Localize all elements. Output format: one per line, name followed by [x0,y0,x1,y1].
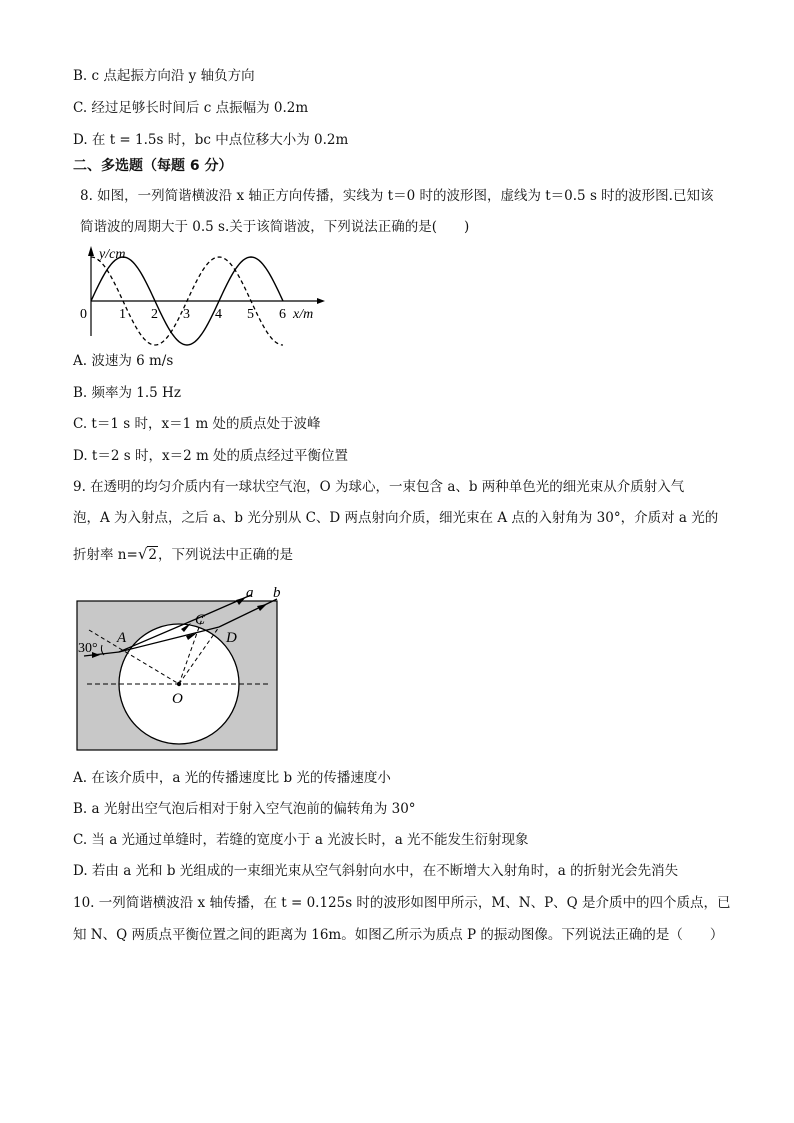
x-axis-arrow [317,298,325,304]
angle-label: 30° [78,641,98,656]
q7-option-c: C. 经过足够长时间后 c 点振幅为 0.2m [73,100,309,116]
wave-graph [75,240,335,340]
q7-option-d: D. 在 t = 1.5s 时，bc 中点位移大小为 0.2m [73,132,349,148]
q9-stem-suffix: ，下列说法中正确的是 [157,547,293,563]
label-d-point: D [226,630,237,646]
y-axis-arrow [88,246,94,256]
y-axis-label: y/cm [99,247,126,262]
tick-label: 3 [183,307,190,322]
q8-option-d: D. t＝2 s 时，x＝2 m 处的质点经过平衡位置 [73,448,349,464]
q9-option-b: B. a 光射出空气泡后相对于射入空气泡前的偏转角为 30° [73,801,416,817]
q10-stem-line2: 知 N、Q 两质点平衡位置之间的距离为 16m。如图乙所示为质点 P 的振动图像。下列说法正确的是（ ） [73,927,724,943]
label-o-point: O [172,691,183,707]
sqrt-radicand: 2 [148,547,157,563]
section-heading: 二、多选题（每题 6 分） [73,158,233,174]
q8-option-a: A. 波速为 6 m/s [73,353,174,369]
label-a-point: A [117,630,127,646]
q7-option-b: B. c 点起振方向沿 y 轴负方向 [73,68,255,84]
label-ray-b: b [273,585,281,601]
q8-option-b: B. 频率为 1.5 Hz [73,385,181,401]
label-c-point: C [195,612,206,628]
bubble-diagram [68,585,308,755]
tick-label: 6 [279,307,286,322]
q9-option-c: C. 当 a 光通过单缝时，若缝的宽度小于 a 光波长时，a 光不能发生衍射现象 [73,832,529,848]
q9-stem-line2: 泡，A 为入射点，之后 a、b 光分别从 C、D 两点射向介质，细光束在 A 点的入射角为 30°，介质对 a 光的 [73,510,719,526]
sqrt-icon: √ [137,545,148,563]
q10-stem-line1: 10. 一列简谐横波沿 x 轴传播，在 t = 0.125s 时的波形如图甲所示，M、N、P、Q 是介质中的四个质点，已 [73,895,731,911]
origin-label: 0 [80,307,87,322]
center-point [177,682,181,686]
label-ray-a: a [246,585,254,601]
q9-stem-prefix: 折射率 n= [73,547,138,563]
q8-option-c: C. t＝1 s 时，x＝1 m 处的质点处于波峰 [73,416,321,432]
tick-label: 1 [119,307,126,322]
q9-stem-line1: 9. 在透明的均匀介质内有一球状空气泡，O 为球心，一束包含 a、b 两种单色光的细光束从介质射入气 [73,479,685,495]
tick-label: 5 [247,307,254,322]
tick-label: 2 [151,307,158,322]
q9-option-d: D. 若由 a 光和 b 光组成的一束细光束从空气斜射向水中，在不断增大入射角时，a 的折射光会先消失 [73,863,679,879]
q8-stem-line2: 简谐波的周期大于 0.5 s.关于该简谐波，下列说法正确的是( ) [80,219,470,235]
q9-stem-line3 [73,545,293,564]
tick-group [119,307,286,322]
q8-stem-line1: 8. 如图，一列简谐横波沿 x 轴正方向传播，实线为 t＝0 时的波形图，虚线为 t＝0.5 s 时的波形图.已知该 [80,188,714,204]
q9-option-a: A. 在该介质中，a 光的传播速度比 b 光的传播速度小 [73,770,391,786]
x-axis-label: x/m [293,307,314,322]
tick-label: 4 [215,307,222,322]
